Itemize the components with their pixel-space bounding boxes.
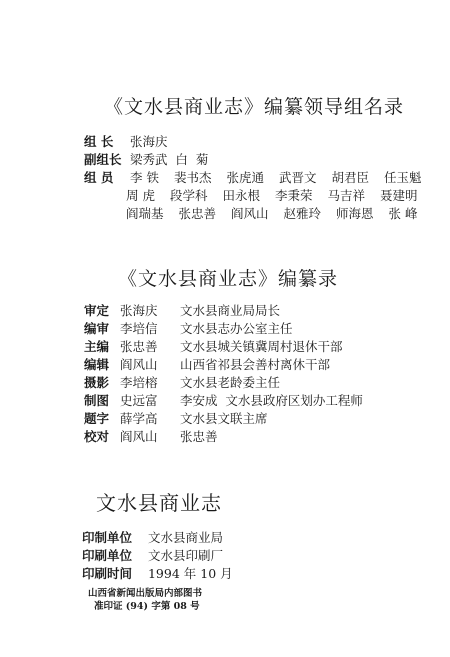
member-name: 张虎通	[226, 170, 264, 185]
role-label: 制图	[84, 393, 110, 408]
role-name: 薛学高	[119, 411, 158, 426]
member-name: 裴书杰	[173, 170, 212, 185]
member-name: 赵雅玲	[283, 206, 322, 221]
role-desc: 山西省祁县会善村离休干部	[179, 357, 330, 372]
role-name: 阎风山	[119, 357, 158, 372]
member-name: 张忠善	[178, 206, 217, 221]
publication-label: 印刷时间	[82, 566, 133, 581]
member-name: 阎风山	[231, 206, 269, 221]
member-name: 李秉荣	[274, 188, 313, 203]
leader-name: 张海庆	[129, 134, 168, 149]
role-name: 张忠善	[119, 339, 158, 354]
members-names-2	[126, 188, 417, 203]
role-name: 张海庆	[119, 303, 158, 318]
deputy-names: 梁秀武 白 菊	[129, 152, 209, 167]
compilation-row	[84, 355, 330, 373]
member-name: 张 峰	[388, 206, 418, 221]
role-desc: 张忠善	[179, 429, 218, 444]
publication-value: 文水县商业局	[147, 530, 223, 545]
leader-row	[84, 132, 168, 150]
compilation-row	[84, 409, 267, 427]
permit-note-line-2: 准印证 (94) 字第 08 号	[94, 601, 200, 612]
deputy-label: 副组长	[84, 152, 122, 167]
compilation-title: 《文水县商业志》编纂录	[118, 268, 339, 290]
members-row-1	[84, 168, 421, 186]
member-name: 武晋文	[278, 170, 317, 185]
member-name: 阎瑞基	[126, 206, 164, 221]
role-desc: 文水县文联主席	[179, 411, 268, 426]
publication-label: 印刷单位	[82, 548, 133, 563]
role-name: 李培榕	[119, 375, 158, 390]
member-name: 李 铁	[129, 170, 159, 185]
member-name: 聂建明	[379, 188, 418, 203]
publication-value: 1994 年 10 月	[147, 566, 233, 581]
member-name: 胡君臣	[331, 170, 369, 185]
publication-row	[82, 528, 223, 546]
role-label: 题字	[84, 411, 110, 426]
role-label: 编辑	[84, 357, 110, 372]
publication-label: 印制单位	[82, 530, 133, 545]
role-label: 主编	[84, 339, 110, 354]
members-names-1	[130, 170, 421, 185]
members-row-2	[126, 186, 417, 204]
members-row-3	[126, 204, 417, 222]
publication-title: 文水县商业志	[96, 491, 222, 515]
deputy-row	[84, 150, 208, 168]
role-label: 编审	[84, 321, 110, 336]
role-label: 摄影	[84, 375, 110, 390]
member-name: 任玉魁	[383, 170, 422, 185]
role-desc: 文水县志办公室主任	[179, 321, 293, 336]
compilation-row	[84, 301, 280, 319]
role-name: 史远富	[119, 393, 158, 408]
role-name: 李培信	[119, 321, 158, 336]
publication-row	[82, 564, 233, 582]
compilation-row	[84, 373, 280, 391]
role-label: 审定	[84, 303, 110, 318]
member-name: 田永根	[222, 188, 260, 203]
leader-label: 组 长	[84, 134, 114, 149]
compilation-row	[84, 319, 292, 337]
compilation-row	[84, 391, 363, 409]
member-name: 师海恩	[336, 206, 374, 221]
publication-row	[82, 546, 223, 564]
publication-value: 文水县印刷厂	[147, 548, 223, 563]
role-label: 校对	[84, 429, 110, 444]
members-label: 组 员	[84, 170, 114, 185]
leadership-title: 《文水县商业志》编纂领导组名录	[104, 96, 405, 118]
role-desc: 文水县商业局局长	[179, 303, 280, 318]
role-desc: 李安成 文水县政府区划办工程师	[179, 393, 363, 408]
role-desc: 文水县老龄委主任	[179, 375, 280, 390]
permit-note-line-1: 山西省新闻出版局内部图书	[88, 588, 203, 599]
compilation-row	[84, 427, 217, 445]
member-name: 马吉祥	[327, 188, 365, 203]
members-names-3	[126, 206, 417, 221]
role-desc: 文水县城关镇冀周村退休干部	[179, 339, 343, 354]
role-name: 阎风山	[119, 429, 158, 444]
member-name: 段学科	[169, 188, 208, 203]
member-name: 周 虎	[126, 188, 155, 203]
compilation-row	[84, 337, 342, 355]
